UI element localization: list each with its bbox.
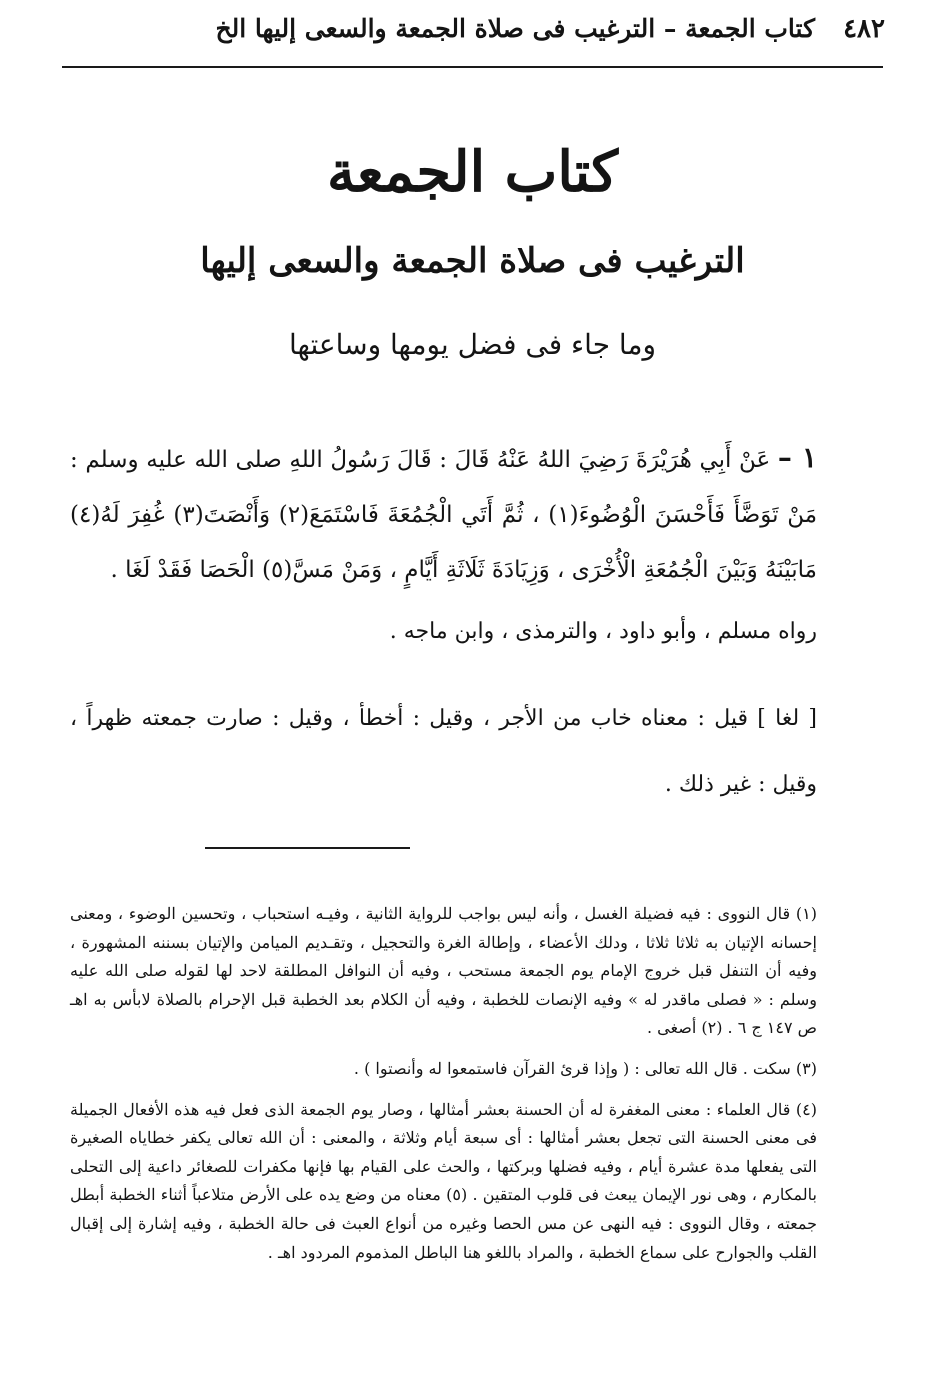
footnotes: [70, 900, 817, 1267]
running-header: [60, 14, 885, 64]
hadith-text: [70, 430, 817, 598]
footnote: (٤) قال العلماء : معنى المغفرة له أن الحسنة بعشر أمثالها ، وصار يوم الجمعة الذى فعل فيه هذه الأفعال الجميلة فى معنى الحسنة التى تجعل بعشر أمثالها : أى سبعة أيام وثلاثة ، والمعنى : أن الله تعالى يكفر خطاياه الصغيرة التى يفعلها مدة عشرة أيام ، وفيه فضلها وبركتها ، والحث على القيام بها فإنها مكفرات للصغائر داعية إلى التحلى بالمكارم ، وهى نور الإيمان يبعث فى قلوب المتقين . (٥) معناه من وضع يده على الأرض متلاعباً أثناء الخطبة أبطل جمعته ، وقال النووى : فيه النهى عن مس الحصا وغيره من أنواع العبث فى حالة الخطبة ، وفيه إشارة إلى إقبال القلب والجوارح على سماع الخطبة ، والمراد باللغو هنا الباطل المذموم المردود اهـ .: [70, 1099, 818, 1262]
running-title: كتاب الجمعة – الترغيب فى صلاة الجمعة والسعى إليها الخ: [215, 14, 815, 43]
page-number: ٤٨٢: [843, 14, 885, 44]
chapter-subtitle: وما جاء فى فضل يومها وساعتها: [289, 328, 656, 361]
hadith-source: رواه مسلم ، وأبو داود ، والترمذى ، وابن ماجه .: [389, 619, 817, 644]
footnote-rule: [205, 847, 410, 849]
chapter-title: الترغيب فى صلاة الجمعة والسعى إليها: [200, 241, 745, 281]
word-gloss: [ لغا ] قيل : معناه خاب من الأجر ، وقيل : أخطأ ، وقيل : صارت جمعته ظهراً ، وقيل : غير ذلك .: [70, 706, 817, 797]
header-rule: [62, 66, 883, 68]
footnote: (١) قال النووى : فيه فضيلة الغسل ، وأنه ليس بواجب للرواية الثانية ، وفيـه استحباب ، وتحسين الوضوء ، ومعنى إحسانه الإتيان به ثلاثا ثلاثا ، ودلك الأعضاء ، وإطالة الغرة والتحجيل ، وتقـديم الميامن والإتيان بسننه المشهورة ، وفيه أن التنفل قبل خروج الإمام يوم الجمعة مستحب ، وفيه أن النوافل المطلقة لاحد لها لقوله صلى الله عليه وسلم : « فصلى ماقدر له » وفيه الإنصات للخطبة ، وفيه أن الكلام بعد الخطبة قبل الإحرام بالصلاة لابأس به اهـ ص ١٤٧ ج ٦ . (٢) أصغى .: [70, 904, 818, 1038]
book-title: كتاب الجمعة: [326, 139, 619, 205]
hadith-number: ١ –: [777, 441, 818, 474]
hadith-body: عَنْ أَبِي هُرَيْرَةَ رَضِيَ اللهُ عَنْهُ قَالَ : قَالَ رَسُولُ اللهِ صلى الله عليه وسلم : مَنْ تَوَضَّأَ فَأَحْسَنَ الْوُضُوءَ(١) ، ثُمَّ أَتَي الْجُمُعَةَ فَاسْتَمَعَ(٢) وَأَنْصَتَ(٣) غُفِرَ لَهُ(٤) مَابَيْنَهُ وَبَيْنَ الْجُمُعَةِ الْأُخْرَى ، وَزِيَادَةَ ثَلَاثَةِ أَيَّامٍ ، وَمَنْ مَسَّ(٥) الْحَصَا فَقَدْ لَغَا .: [70, 447, 818, 583]
footnote: (٣) سكت . قال الله تعالى : ( وإذا قرئ القرآن فاستمعوا له وأنصتوا ) .: [353, 1058, 817, 1078]
